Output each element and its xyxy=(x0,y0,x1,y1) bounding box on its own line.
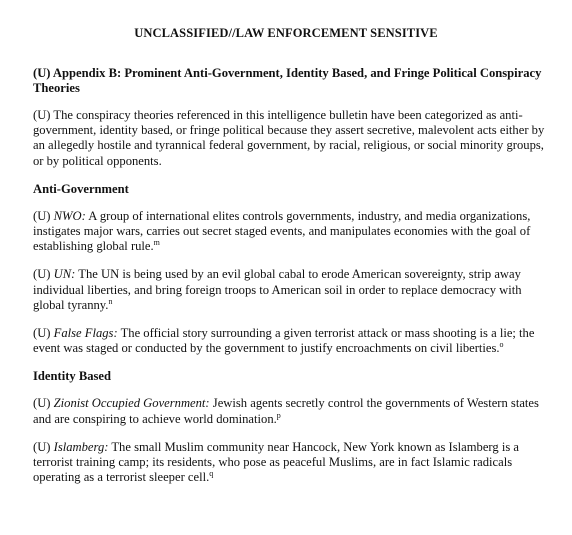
appendix-content xyxy=(33,66,545,485)
entry-marking: (U) xyxy=(33,439,51,454)
entry-false-flags xyxy=(33,326,545,356)
entry-text: The UN is being used by an evil global cabal to erode American sovereignty, strip away individual liberties, and bring foreign troops to American soil in order to replace democracy with global tyranny. xyxy=(33,267,522,312)
entry-term: NWO: xyxy=(53,208,86,223)
entry-marking: (U) xyxy=(33,326,51,341)
entry-term: Islamberg: xyxy=(53,439,109,454)
entry-term: False Flags: xyxy=(53,326,118,341)
intro-paragraph: (U) The conspiracy theories referenced in this intelligence bulletin have been categorized as anti-government, identity based, or fringe political because they assert secretive, malevolent acts either by an allegedly hostile and tyrannical federal government, by racial, religious, or social minority groups, or by political opponents. xyxy=(33,108,545,168)
entry-text: The official story surrounding a given terrorist attack or mass shooting is a lie; the event was staged or conducted by the government to justify encroachments on civil liberties. xyxy=(33,326,535,356)
section-heading-identity-based: Identity Based xyxy=(33,369,112,384)
entry-text: Jewish agents secretly control the governments of Western states and are conspiring to achieve world domination. xyxy=(33,396,539,426)
footnote-ref: p xyxy=(276,410,281,420)
classification-banner: UNCLASSIFIED//LAW ENFORCEMENT SENSITIVE xyxy=(134,26,438,40)
entry-zog xyxy=(33,396,545,426)
section-heading-anti-government: Anti-Government xyxy=(33,181,129,196)
entry-nwo xyxy=(33,209,545,255)
entry-term: UN: xyxy=(53,267,76,282)
entry-marking: (U) xyxy=(33,267,51,282)
footnote-ref: q xyxy=(209,469,214,479)
footnote-ref: n xyxy=(108,296,113,306)
entry-islamberg xyxy=(33,440,545,486)
footnote-ref: m xyxy=(153,238,160,248)
entry-term: Zionist Occupied Government: xyxy=(53,396,210,411)
entry-marking: (U) xyxy=(33,208,51,223)
appendix-title: (U) Appendix B: Prominent Anti-Government, Identity Based, and Fringe Political Conspiracy Theories xyxy=(33,66,542,95)
footnote-ref: o xyxy=(499,340,504,350)
entry-un xyxy=(33,267,545,313)
entry-text: A group of international elites controls governments, industry, and media organizations, instigates major wars, carries out secret staged events, and manipulates economies with the goal of establishing global rule. xyxy=(33,208,531,254)
entry-marking: (U) xyxy=(33,396,51,411)
entry-text: The small Muslim community near Hancock, New York known as Islamberg is a terrorist training camp; its residents, who pose as peaceful Muslims, are in fact Islamic radicals operating as a terrorist sleeper cell. xyxy=(33,439,519,485)
